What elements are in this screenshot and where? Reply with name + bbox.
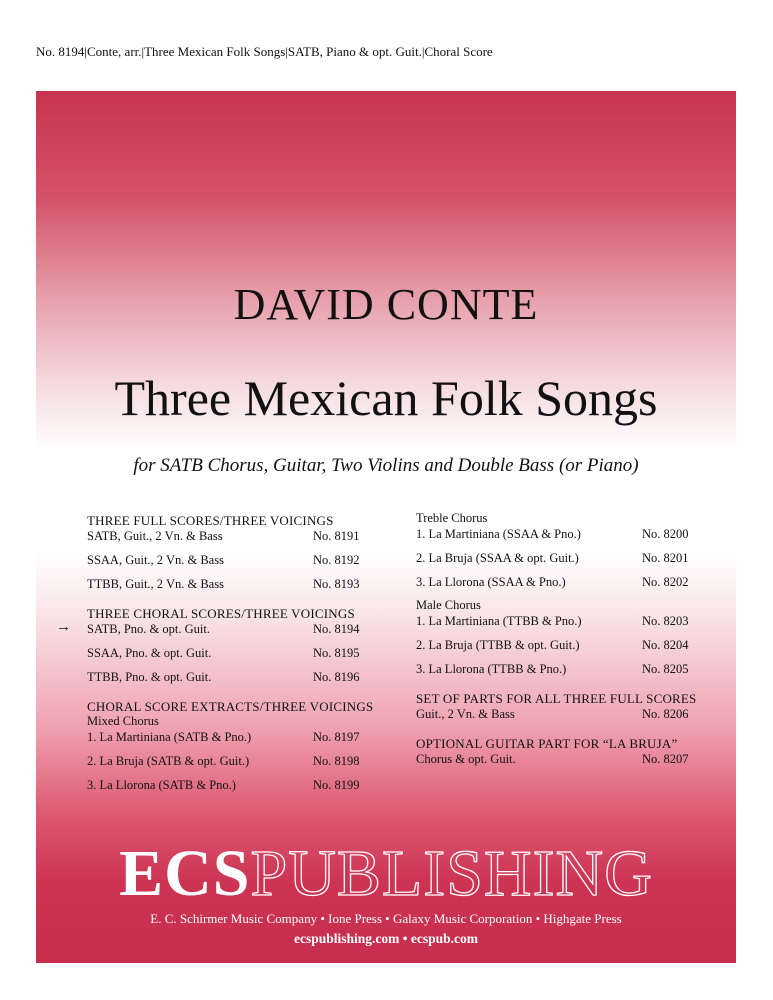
catalog-row [416, 574, 716, 598]
catalog-item-number: No. 8201 [642, 551, 689, 565]
catalog-row-current [56, 619, 377, 645]
work-subtitle: for SATB Chorus, Guitar, Two Violins and Double Bass (or Piano) [133, 455, 639, 476]
catalog-item-number: No. 8203 [642, 614, 689, 628]
logo-ecs: ECS [119, 837, 251, 910]
catalog-item-label: 1. La Martiniana (TTBB & Pno.) [416, 614, 582, 628]
catalog-item-label: SATB, Guit., 2 Vn. & Bass [87, 529, 223, 543]
catalog-item-number: No. 8195 [313, 646, 360, 660]
catalog-row [416, 751, 716, 775]
catalog-row [87, 753, 377, 777]
catalog-item-label: SSAA, Guit., 2 Vn. & Bass [87, 553, 224, 567]
catalog-item-label: 2. La Bruja (SATB & opt. Guit.) [87, 754, 250, 768]
catalog-item-label: 3. La Llorona (TTBB & Pno.) [416, 662, 567, 676]
catalog-item-number: No. 8199 [313, 778, 360, 792]
choral-scores-heading: THREE CHORAL SCORES/THREE VOICINGS [87, 606, 355, 621]
catalog-item-label: 1. La Martiniana (SATB & Pno.) [87, 730, 252, 744]
catalog-row [87, 552, 377, 576]
catalog-item-label: 1. La Martiniana (SSAA & Pno.) [416, 527, 581, 541]
publisher-imprints: E. C. Schirmer Music Company • Ione Press • Galaxy Music Corporation • Highgate Press [150, 911, 622, 926]
cover-panel [36, 91, 736, 963]
catalog-item-label: SSAA, Pno. & opt. Guit. [87, 646, 212, 660]
catalog-item-number: No. 8205 [642, 662, 689, 676]
parts-heading: SET OF PARTS FOR ALL THREE FULL SCORES [416, 691, 697, 706]
composer-name: DAVID CONTE [233, 280, 539, 329]
catalog-row [416, 637, 716, 661]
catalog-item-label: 3. La Llorona (SSAA & Pno.) [416, 575, 566, 589]
treble-chorus-subheading: Treble Chorus [416, 511, 488, 525]
publisher-logo [36, 839, 736, 909]
header-line: No. 8194|Conte, arr.|Three Mexican Folk Songs|SATB, Piano & opt. Guit.|Choral Score [36, 44, 493, 59]
catalog-item-label: 2. La Bruja (TTBB & opt. Guit.) [416, 638, 580, 652]
catalog-row [416, 526, 716, 550]
catalog-item-label: 3. La Llorona (SATB & Pno.) [87, 778, 236, 792]
catalog-row [87, 645, 377, 669]
catalog-item-label: TTBB, Pno. & opt. Guit. [87, 670, 212, 684]
current-item-arrow-icon: → [56, 619, 71, 635]
mixed-chorus-subheading: Mixed Chorus [87, 714, 159, 728]
catalog-item-number: No. 8196 [313, 670, 360, 684]
catalog-item-number: No. 8197 [313, 730, 360, 744]
catalog-right-column [416, 511, 716, 775]
catalog-item-number: No. 8204 [642, 638, 689, 652]
catalog-left-column [56, 513, 377, 801]
logo-publishing: PUBLISHING [250, 837, 653, 910]
catalog-row [416, 550, 716, 574]
full-scores-heading: THREE FULL SCORES/THREE VOICINGS [87, 513, 334, 528]
catalog-row [87, 669, 377, 693]
catalog-item-number: No. 8198 [313, 754, 360, 768]
male-chorus-subheading: Male Chorus [416, 598, 481, 612]
catalog-row [416, 613, 716, 637]
catalog-item-label: Guit., 2 Vn. & Bass [416, 707, 515, 721]
catalog-item-number: No. 8193 [313, 577, 360, 591]
catalog-row [87, 576, 377, 600]
catalog-item-number: No. 8192 [313, 553, 360, 567]
guitar-part-heading: OPTIONAL GUITAR PART FOR “LA BRUJA” [416, 736, 678, 751]
catalog-row [87, 528, 377, 552]
catalog-row [87, 729, 377, 753]
catalog-item-number: No. 8206 [642, 707, 689, 721]
catalog-item-number: No. 8194 [313, 622, 360, 636]
catalog-item-number: No. 8200 [642, 527, 689, 541]
catalog-item-label: 2. La Bruja (SSAA & opt. Guit.) [416, 551, 579, 565]
catalog-row [416, 661, 716, 685]
extracts-heading: CHORAL SCORE EXTRACTS/THREE VOICINGS [87, 699, 374, 714]
catalog-item-number: No. 8207 [642, 752, 689, 766]
catalog-row [416, 706, 716, 730]
catalog-item-label: TTBB, Guit., 2 Vn. & Bass [87, 577, 224, 591]
catalog-item-number: No. 8202 [642, 575, 689, 589]
catalog-row [87, 777, 377, 801]
catalog-item-label: Chorus & opt. Guit. [416, 752, 516, 766]
work-title: Three Mexican Folk Songs [114, 370, 658, 426]
catalog-item-number: No. 8191 [313, 529, 360, 543]
publisher-urls: ecspublishing.com • ecspub.com [294, 931, 478, 946]
catalog-item-label: SATB, Pno. & opt. Guit. [87, 622, 210, 636]
